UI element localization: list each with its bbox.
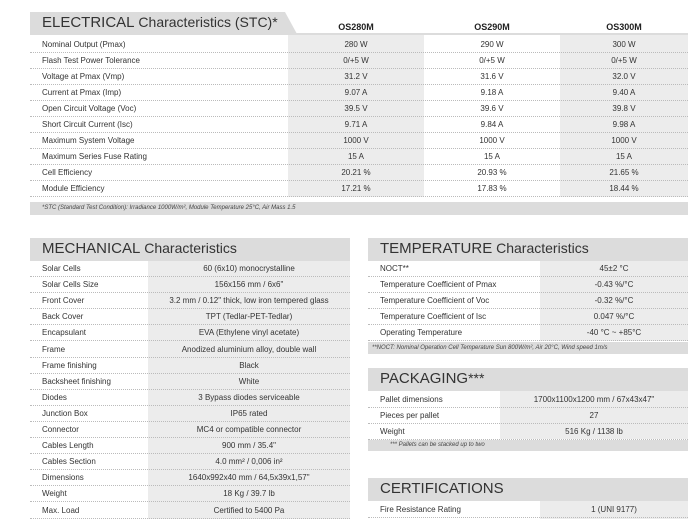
packaging-header xyxy=(368,368,688,390)
row-label: Flash Test Power Tolerance xyxy=(42,56,140,65)
table-row xyxy=(30,69,688,85)
row-value: 4.0 mm² / 0,006 in² xyxy=(215,457,283,467)
col-os280m: OS280M xyxy=(338,22,374,32)
row-label: Temperature Coefficient of Voc xyxy=(380,296,490,305)
row-value: -40 °C ~ +85°C xyxy=(586,328,642,337)
row-label: Pieces per pallet xyxy=(380,411,440,420)
table-row xyxy=(30,454,350,470)
table-row xyxy=(30,503,350,519)
row-label: Pallet dimensions xyxy=(380,395,443,404)
row-value: 0/+5 W xyxy=(343,56,369,65)
row-label: Frame xyxy=(42,344,66,354)
temperature-header xyxy=(368,238,688,260)
row-label: Maximum Series Fuse Rating xyxy=(42,152,147,161)
row-value: 1000 V xyxy=(343,136,369,145)
temperature-title xyxy=(380,240,589,257)
row-label: Weight xyxy=(42,489,67,499)
table-row xyxy=(368,261,688,277)
certifications-title-cap: CERTIFICATIONS xyxy=(380,480,504,497)
row-label: Front Cover xyxy=(42,296,85,306)
temperature-note: **NOCT: Nominal Operation Cell Temperature Sun 800W/m², Air 20°C, Wind speed 1m/s xyxy=(372,345,608,351)
row-divider xyxy=(368,517,688,518)
row-value: -0.32 %/°C xyxy=(594,296,634,305)
row-value: 290 W xyxy=(480,40,504,49)
row-label: Encapsulant xyxy=(42,328,87,338)
table-row xyxy=(30,470,350,486)
table-row xyxy=(30,261,350,277)
table-row xyxy=(30,149,688,165)
table-row xyxy=(30,165,688,181)
row-label: Max. Load xyxy=(42,505,80,515)
row-value: 1640x992x40 mm / 64,5x39x1,57" xyxy=(188,473,310,483)
row-divider xyxy=(30,518,350,519)
row-label: Solar Cells Size xyxy=(42,280,99,290)
row-value: 300 W xyxy=(612,40,636,49)
row-value: 20.93 % xyxy=(477,168,507,177)
row-value: 3 Bypass diodes serviceable xyxy=(198,392,300,402)
row-value: Certified to 5400 Pa xyxy=(213,505,285,515)
electrical-title-cap: ELECTRICAL xyxy=(42,14,135,31)
row-value: 1000 V xyxy=(479,136,505,145)
table-row xyxy=(30,406,350,422)
table-row xyxy=(368,392,688,408)
row-value: 9.40 A xyxy=(612,88,636,97)
row-value: 17.83 % xyxy=(477,184,507,193)
table-row xyxy=(30,486,350,502)
row-label: Cell Efficiency xyxy=(42,168,93,177)
row-label: Operating Temperature xyxy=(380,328,463,337)
row-value: 39.8 V xyxy=(612,104,636,113)
row-divider xyxy=(30,196,688,197)
row-label: Temperature Coefficient of Isc xyxy=(380,312,487,321)
row-label: Module Efficiency xyxy=(42,184,105,193)
row-value: 156x156 mm / 6x6" xyxy=(214,280,284,290)
row-label: Open Circuit Voltage (Voc) xyxy=(42,104,137,113)
row-value: 9.98 A xyxy=(612,120,636,129)
row-value: MC4 or compatible connector xyxy=(196,425,302,434)
row-value: Black xyxy=(239,360,259,370)
mechanical-title-rest: Characteristics xyxy=(140,240,237,256)
electrical-note: *STC (Standard Test Condition): Irradiance 1000W/m², Module Temperature 25°C, Air Mass 1.5 xyxy=(42,205,296,211)
table-row xyxy=(30,374,350,390)
table-row xyxy=(30,277,350,293)
table-row xyxy=(30,53,688,69)
row-value: 0/+5 W xyxy=(479,56,505,65)
mechanical-title-cap: MECHANICAL xyxy=(42,240,141,257)
certifications-title xyxy=(380,480,504,497)
row-value: EVA (Ethylene vinyl acetate) xyxy=(198,328,300,338)
row-value: White xyxy=(238,376,260,386)
row-value: 27 xyxy=(589,411,599,420)
row-label: Temperature Coefficient of Pmax xyxy=(380,280,497,289)
packaging-note: *** Pallets can be stacked up to two xyxy=(390,442,485,448)
row-value: 39.5 V xyxy=(344,104,368,113)
table-row xyxy=(30,85,688,101)
row-value: 15 A xyxy=(615,152,632,161)
row-value: 3.2 mm / 0.12" thick, low iron tempered glass xyxy=(169,296,329,306)
row-value: TPT (Tedlar-PET-Tedlar) xyxy=(205,312,293,322)
table-row xyxy=(30,133,688,149)
row-label: Cables Length xyxy=(42,441,94,451)
row-value: 17.21 % xyxy=(341,184,371,193)
row-value: 9.71 A xyxy=(344,120,368,129)
table-row xyxy=(30,37,688,53)
packaging-title-rest: *** xyxy=(468,370,485,386)
table-row xyxy=(30,438,350,454)
electrical-title-rest: Characteristics (STC)* xyxy=(134,14,278,30)
electrical-title xyxy=(42,14,278,31)
row-value: 15 A xyxy=(483,152,500,161)
row-label: Backsheet finishing xyxy=(42,376,111,386)
row-label: Cables Section xyxy=(42,457,96,467)
table-row xyxy=(30,181,688,197)
row-label: Current at Pmax (Imp) xyxy=(42,88,122,97)
table-row xyxy=(30,422,350,438)
row-label: Diodes xyxy=(42,392,67,402)
row-label: Junction Box xyxy=(42,408,88,418)
packaging-title xyxy=(380,370,484,387)
row-value: 9.07 A xyxy=(344,88,368,97)
table-row xyxy=(368,309,688,325)
row-value: IP65 rated xyxy=(230,408,268,418)
row-value: 900 mm / 35.4" xyxy=(222,441,276,451)
row-value: 18 Kg / 39.7 lb xyxy=(223,489,275,499)
table-row xyxy=(30,390,350,406)
row-value: Anodized aluminium alloy, double wall xyxy=(181,344,317,354)
row-label: Dimensions xyxy=(42,473,84,483)
table-row xyxy=(368,325,688,341)
row-label: NOCT** xyxy=(380,264,409,273)
row-label: Maximum System Voltage xyxy=(42,136,135,145)
temperature-title-cap: TEMPERATURE xyxy=(380,240,493,257)
row-value: 31.6 V xyxy=(480,72,504,81)
table-row xyxy=(30,293,350,309)
table-row xyxy=(30,309,350,325)
table-row xyxy=(368,502,688,518)
row-value: 21.65 % xyxy=(609,168,639,177)
row-label: Nominal Output (Pmax) xyxy=(42,40,126,49)
row-label: Weight xyxy=(380,427,405,436)
row-label: Short Circuit Current (Isc) xyxy=(42,120,133,129)
row-label: Fire Resistance Rating xyxy=(380,505,461,514)
mechanical-title xyxy=(42,240,237,257)
table-row xyxy=(368,293,688,309)
row-value: 9.84 A xyxy=(480,120,504,129)
row-label: Frame finishing xyxy=(42,360,97,370)
row-value: -0.43 %/°C xyxy=(594,280,634,289)
table-row xyxy=(30,358,350,374)
row-value: 280 W xyxy=(344,40,368,49)
certifications-header xyxy=(368,478,688,500)
mechanical-header xyxy=(30,238,350,260)
row-value: 0/+5 W xyxy=(611,56,637,65)
row-value: 15 A xyxy=(347,152,364,161)
table-row xyxy=(368,277,688,293)
table-row xyxy=(30,325,350,341)
row-value: 39.6 V xyxy=(480,104,504,113)
row-divider xyxy=(368,340,688,341)
row-value: 1700x1100x1200 mm / 67x43x47" xyxy=(533,395,655,404)
table-row xyxy=(30,117,688,133)
table-row xyxy=(368,408,688,424)
row-label: Voltage at Pmax (Vmp) xyxy=(42,72,125,81)
row-value: 516 Kg / 1138 lb xyxy=(565,427,623,436)
row-label: Connector xyxy=(42,425,79,434)
row-value: 20.21 % xyxy=(341,168,371,177)
row-value: 45±2 °C xyxy=(599,264,629,273)
row-value: 9.18 A xyxy=(480,88,504,97)
col-os290m: OS290M xyxy=(474,22,510,32)
table-row xyxy=(30,101,688,117)
row-value: 18.44 % xyxy=(609,184,639,193)
row-label: Solar Cells xyxy=(42,264,81,273)
row-value: 1000 V xyxy=(611,136,637,145)
col-os300m: OS300M xyxy=(606,22,642,32)
row-value: 32.0 V xyxy=(612,72,636,81)
row-value: 0.047 %/°C xyxy=(593,312,635,321)
row-value: 60 (6x10) monocrystalline xyxy=(203,264,295,273)
packaging-title-cap: PACKAGING xyxy=(380,370,469,387)
table-row xyxy=(368,424,688,440)
table-row xyxy=(30,342,350,358)
electrical-header xyxy=(30,12,285,34)
row-value: 31.2 V xyxy=(344,72,368,81)
temperature-title-rest: Characteristics xyxy=(492,240,589,256)
row-label: Back Cover xyxy=(42,312,84,322)
row-value: 1 (UNI 9177) xyxy=(591,505,637,514)
